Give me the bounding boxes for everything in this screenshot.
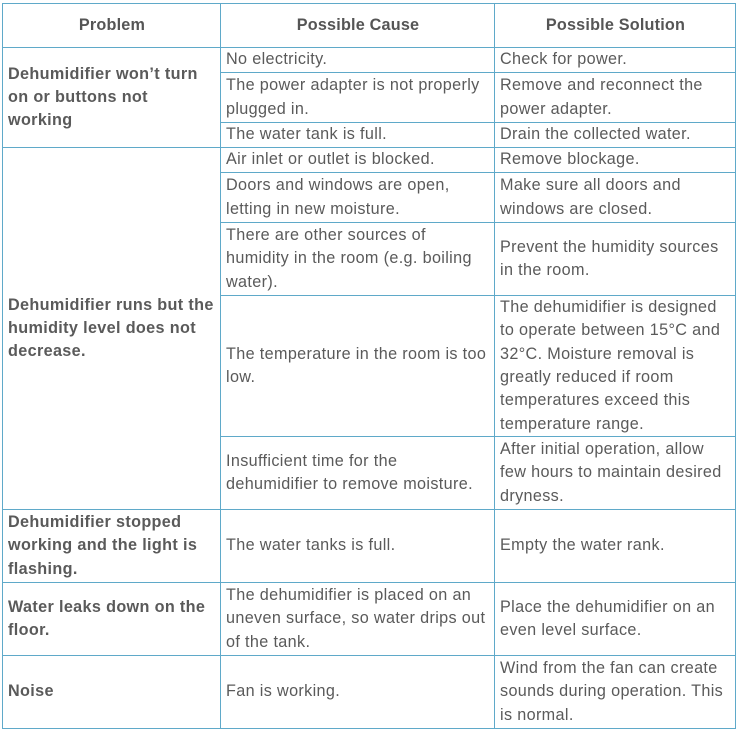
problem-cell: Dehumidifier won’t turn on or buttons not working: [3, 48, 221, 148]
troubleshooting-table: [2, 3, 736, 729]
cause-cell: Fan is working.: [221, 656, 495, 729]
cause-cell: No electricity.: [221, 48, 495, 73]
solution-cell: Wind from the fan can create sounds during operation. This is normal.: [495, 656, 736, 729]
solution-cell: Prevent the humidity sources in the room.: [495, 223, 736, 296]
problem-cell: Dehumidifier stopped working and the light is flashing.: [3, 510, 221, 583]
solution-cell: Place the dehumidifier on an even level surface.: [495, 583, 736, 656]
problem-cell: Water leaks down on the floor.: [3, 583, 221, 656]
problem-cell: Noise: [3, 656, 221, 729]
header-possible-solution: Possible Solution: [495, 4, 736, 48]
solution-cell: Make sure all doors and windows are closed.: [495, 173, 736, 223]
cause-cell: The water tank is full.: [221, 123, 495, 148]
cause-cell: The dehumidifier is placed on an uneven surface, so water drips out of the tank.: [221, 583, 495, 656]
solution-cell: Check for power.: [495, 48, 736, 73]
solution-cell: Remove blockage.: [495, 148, 736, 173]
header-possible-cause: Possible Cause: [221, 4, 495, 48]
table-row: [3, 583, 736, 656]
cause-cell: Air inlet or outlet is blocked.: [221, 148, 495, 173]
solution-cell: The dehumidifier is designed to operate between 15°C and 32°C. Moisture removal is greatly reduced if room temperatures exceed this temperature range.: [495, 296, 736, 437]
table-row: [3, 656, 736, 729]
cause-cell: The power adapter is not properly plugged in.: [221, 73, 495, 123]
table-row: [3, 48, 736, 73]
cause-cell: Insufficient time for the dehumidifier to remove moisture.: [221, 437, 495, 510]
cause-cell: There are other sources of humidity in the room (e.g. boiling water).: [221, 223, 495, 296]
solution-cell: Empty the water rank.: [495, 510, 736, 583]
table-row: [3, 148, 736, 173]
cause-cell: The temperature in the room is too low.: [221, 296, 495, 437]
header-problem: Problem: [3, 4, 221, 48]
problem-cell: Dehumidifier runs but the humidity level does not decrease.: [3, 148, 221, 510]
solution-cell: Remove and reconnect the power adapter.: [495, 73, 736, 123]
header-row: [3, 4, 736, 48]
cause-cell: Doors and windows are open, letting in new moisture.: [221, 173, 495, 223]
solution-cell: Drain the collected water.: [495, 123, 736, 148]
table-row: [3, 510, 736, 583]
cause-cell: The water tanks is full.: [221, 510, 495, 583]
solution-cell: After initial operation, allow few hours to maintain desired dryness.: [495, 437, 736, 510]
